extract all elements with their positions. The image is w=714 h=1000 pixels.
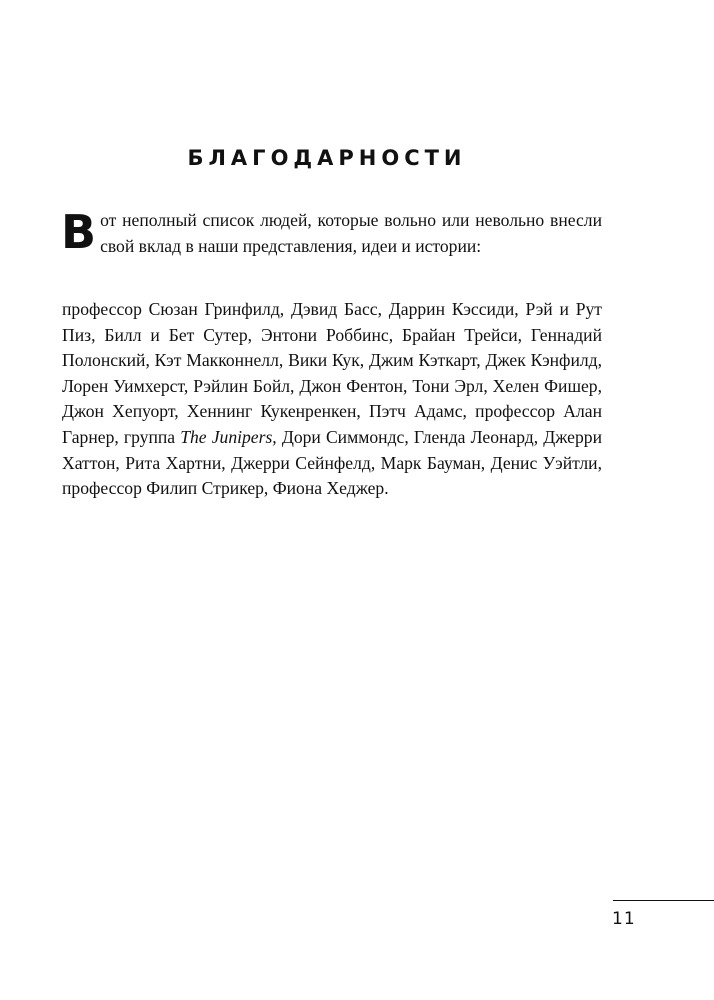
intro-text: от неполный список людей, которые вольно или невольно внесли свой вклад в наши представления, идеи и истории: [100,210,602,256]
names-text-part-1: профессор Сюзан Гринфилд, Дэвид Басс, Даррин Кэссиди, Рэй и Рут Пиз, Билл и Бет Сутер, Энтони Роббинс, Брайан Трейси, Геннадий Полонский, Кэт Макконнелл, Вики Кук, Джим Кэткарт, Джек Кэнфилд, Лорен Уимхерст, Рэйлин Бойл, Джон Фентон, Тони Эрл, Хелен Фишер, Джон Хепуорт, Хеннинг Кукенренкен, Пэтч Адамс, профессор Алан Гарнер, группа [62,299,602,447]
page-title: БЛАГОДАРНОСТИ [187,146,467,170]
intro-paragraph [61,205,602,259]
names-paragraph [62,297,602,502]
footer-rule [613,900,714,901]
names-text-part-2: Дори Симмондс, Гленда Леонард, Джерри Хаттон, Рита Хартни, Джерри Сейнфелд, Марк Бауман, Денис Уэйтли, профессор Филип Стрикер, Фиона Хеджер. [62,426,602,499]
drop-cap: В [61,205,97,259]
band-name-italic: The Junipers, [180,426,277,447]
page-number: 11 [612,909,636,929]
